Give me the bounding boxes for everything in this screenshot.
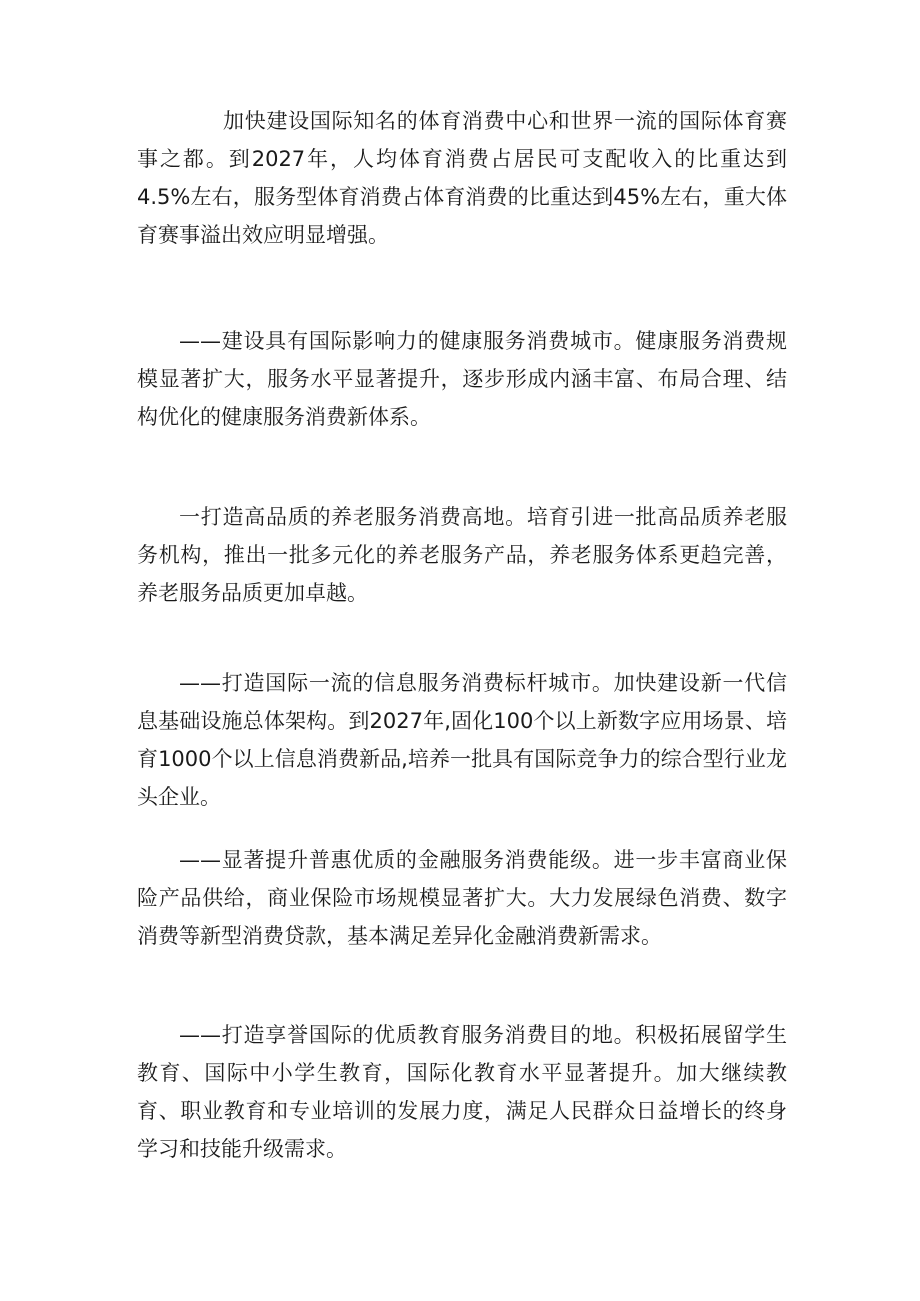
paragraph-health-services: ——建设具有国际影响力的健康服务消费城市。健康服务消费规模显著扩大，服务水平显著提升，逐步形成内涵丰富、布局合理、结构优化的健康服务消费新体系。 xyxy=(137,329,787,429)
paragraph-sports-consumption: 加快建设国际知名的体育消费中心和世界一流的国际体育赛事之都。到2027年，人均体育消费占居民可支配收入的比重达到4.5%左右，服务型体育消费占体育消费的比重达到45%左右，重大体育赛事溢出效应明显增强。 xyxy=(137,109,787,247)
paragraph-elderly-care: 一打造高品质的养老服务消费高地。培育引进一批高品质养老服务机构，推出一批多元化的养老服务产品，养老服务体系更趋完善，养老服务品质更加卓越。 xyxy=(137,505,787,605)
paragraph-education-services: ——打造享誉国际的优质教育服务消费目的地。积极拓展留学生教育、国际中小学生教育，国际化教育水平显著提升。加大继续教育、职业教育和专业培训的发展力度，满足人民群众日益增长的终身学习和技能升级需求。 xyxy=(137,1023,787,1161)
paragraph-information-services: ——打造国际一流的信息服务消费标杆城市。加快建设新一代信息基础设施总体架构。到2027年,固化100个以上新数字应用场景、培育1000个以上信息消费新品,培养一批具有国际竞争力的综合型行业龙头企业。 xyxy=(137,671,787,809)
paragraph-financial-services: ——显著提升普惠优质的金融服务消费能级。进一步丰富商业保险产品供给，商业保险市场规模显著扩大。大力发展绿色消费、数字消费等新型消费贷款，基本满足差异化金融消费新需求。 xyxy=(137,848,787,948)
